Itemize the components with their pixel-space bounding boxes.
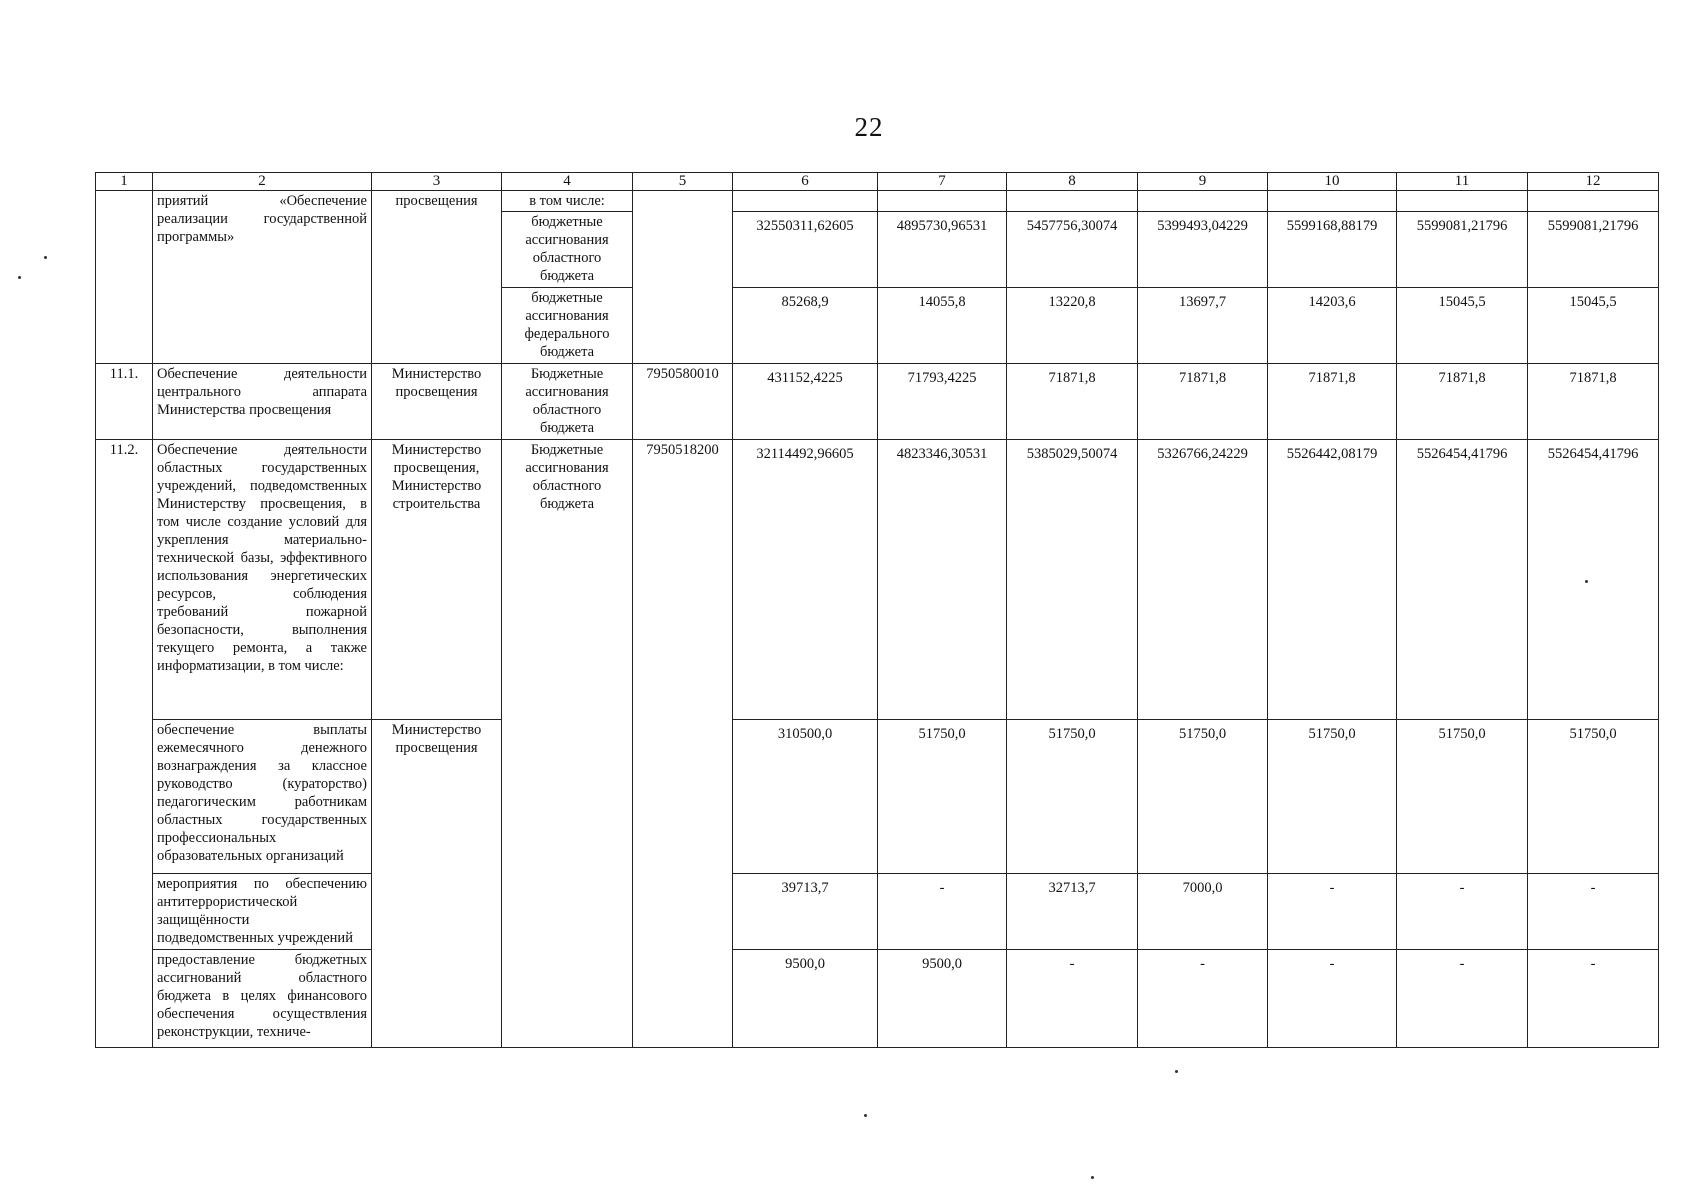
funding-source: бюджетные ассигнования областного бюджета xyxy=(502,212,633,288)
table-row xyxy=(96,720,1659,874)
amount-cell: - xyxy=(1397,874,1528,950)
funding-source: в том числе: xyxy=(502,191,633,212)
amount-cell: 5526454,41796 xyxy=(1397,440,1528,720)
funding-source: бюджетные ассигнования федерального бюджета xyxy=(502,288,633,364)
header-cell: 4 xyxy=(502,173,633,191)
scan-speck xyxy=(1585,580,1588,583)
amount-cell: 71871,8 xyxy=(1138,364,1268,440)
measure-name: Обеспечение деятельности областных государственных учреждений, подведомственных Министерству просвещения, в том числе создание условий для укрепления материально-технической базы, эффективного использования энергетических ресурсов, соблюдения требований пожарной безопасности, выполнения текущего ремонта, а также информатизации, в том числе: xyxy=(153,440,372,720)
amount-cell: 7000,0 xyxy=(1138,874,1268,950)
amount-cell: - xyxy=(1528,950,1659,1048)
scan-speck xyxy=(864,1114,867,1117)
table-row xyxy=(96,950,1659,1048)
amount-cell: - xyxy=(1268,950,1397,1048)
header-cell: 11 xyxy=(1397,173,1528,191)
budget-table xyxy=(95,172,1659,1048)
budget-code: 7950580010 xyxy=(633,364,733,440)
budget-code xyxy=(633,191,733,364)
amount-cell: 71871,8 xyxy=(1397,364,1528,440)
funding-source: Бюджетные ассигнования областного бюджета xyxy=(502,364,633,440)
amount-cell: - xyxy=(878,874,1007,950)
amount-cell: 32713,7 xyxy=(1007,874,1138,950)
amount-cell: 5599081,21796 xyxy=(1528,212,1659,288)
measure-name: предоставление бюджетных ассигнований областного бюджета в целях финансового обеспечения осуществления реконструкции, техниче- xyxy=(153,950,372,1048)
amount-cell: 5599081,21796 xyxy=(1397,212,1528,288)
amount-cell: 5526442,08179 xyxy=(1268,440,1397,720)
header-cell: 5 xyxy=(633,173,733,191)
header-cell: 3 xyxy=(372,173,502,191)
amount-cell: 71871,8 xyxy=(1268,364,1397,440)
amount-cell: 39713,7 xyxy=(733,874,878,950)
amount-cell: 51750,0 xyxy=(1528,720,1659,874)
page-number: 22 xyxy=(854,112,884,142)
amount-cell: 51750,0 xyxy=(1007,720,1138,874)
amount-cell: 13697,7 xyxy=(1138,288,1268,364)
executor: Министерство просвещения, Министерство строительства xyxy=(372,440,502,720)
table-row xyxy=(96,440,1659,720)
scan-speck xyxy=(1175,1070,1178,1073)
funding-source: Бюджетные ассигнования областного бюджета xyxy=(502,440,633,1048)
amount-cell: 51750,0 xyxy=(1397,720,1528,874)
amount-cell: - xyxy=(1138,950,1268,1048)
amount-cell: 5326766,24229 xyxy=(1138,440,1268,720)
amount-cell: 14203,6 xyxy=(1268,288,1397,364)
scan-speck xyxy=(18,276,21,279)
amount-cell: 71793,4225 xyxy=(878,364,1007,440)
amount-cell: 5385029,50074 xyxy=(1007,440,1138,720)
executor: просвещения xyxy=(372,191,502,364)
header-row xyxy=(96,173,1659,191)
amount-cell: 14055,8 xyxy=(878,288,1007,364)
amount-cell: 4823346,30531 xyxy=(878,440,1007,720)
amount-cell: 4895730,96531 xyxy=(878,212,1007,288)
scan-speck xyxy=(44,256,47,259)
amount-cell: - xyxy=(1268,874,1397,950)
amount-cell: 5457756,30074 xyxy=(1007,212,1138,288)
amount-cell: 51750,0 xyxy=(1268,720,1397,874)
header-cell: 6 xyxy=(733,173,878,191)
table-row xyxy=(96,874,1659,950)
row-number: 11.2. xyxy=(96,440,153,1048)
budget-code: 7950518200 xyxy=(633,440,733,1048)
amount-cell: 9500,0 xyxy=(733,950,878,1048)
amount-cell: 32550311,62605 xyxy=(733,212,878,288)
amount-cell: 9500,0 xyxy=(878,950,1007,1048)
header-cell: 7 xyxy=(878,173,1007,191)
scan-speck xyxy=(1091,1176,1094,1179)
executor: Министерство просвещения xyxy=(372,720,502,1048)
header-cell: 1 xyxy=(96,173,153,191)
amount-cell: 15045,5 xyxy=(1528,288,1659,364)
header-cell: 10 xyxy=(1268,173,1397,191)
amount-cell: 51750,0 xyxy=(1138,720,1268,874)
amount-cell: 13220,8 xyxy=(1007,288,1138,364)
header-cell: 2 xyxy=(153,173,372,191)
row-number xyxy=(96,191,153,364)
amount-cell: 5399493,04229 xyxy=(1138,212,1268,288)
measure-name: мероприятия по обеспечению антитеррористической защищённости подведомственных учреждений xyxy=(153,874,372,950)
amount-cell: 71871,8 xyxy=(1007,364,1138,440)
row-number: 11.1. xyxy=(96,364,153,440)
amount-cell: 5526454,41796 xyxy=(1528,440,1659,720)
header-cell: 12 xyxy=(1528,173,1659,191)
executor: Министерство просвещения xyxy=(372,364,502,440)
amount-cell: 71871,8 xyxy=(1528,364,1659,440)
header-cell: 9 xyxy=(1138,173,1268,191)
measure-name: Обеспечение деятельности центрального аппарата Министерства просвещения xyxy=(153,364,372,440)
amount-cell: 15045,5 xyxy=(1397,288,1528,364)
amount-cell: 431152,4225 xyxy=(733,364,878,440)
amount-cell: 310500,0 xyxy=(733,720,878,874)
amount-cell: 5599168,88179 xyxy=(1268,212,1397,288)
amount-cell: - xyxy=(1007,950,1138,1048)
table-row xyxy=(96,191,1659,212)
table-row xyxy=(96,364,1659,440)
header-cell: 8 xyxy=(1007,173,1138,191)
amount-cell: - xyxy=(1528,874,1659,950)
measure-name: приятий «Обеспечение реализации государственной программы» xyxy=(153,191,372,364)
amount-cell: 32114492,96605 xyxy=(733,440,878,720)
amount-cell: 85268,9 xyxy=(733,288,878,364)
amount-cell: 51750,0 xyxy=(878,720,1007,874)
measure-name: обеспечение выплаты ежемесячного денежного вознаграждения за классное руководство (кураторство) педагогическим работникам областных государственных профессиональных образовательных организаций xyxy=(153,720,372,874)
amount-cell: - xyxy=(1397,950,1528,1048)
